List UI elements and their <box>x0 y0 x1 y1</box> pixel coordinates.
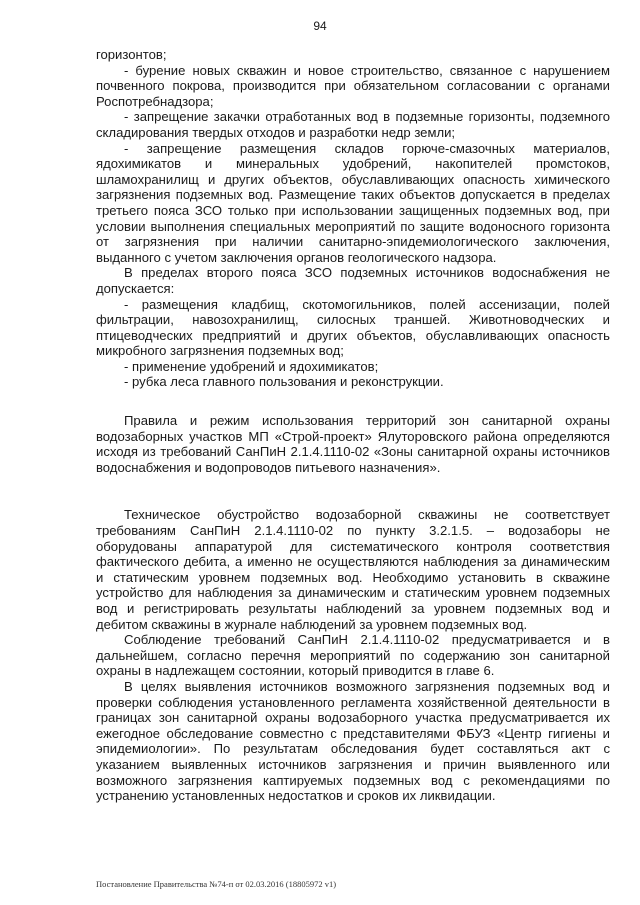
paragraph: Правила и режим использования территорий зон санитарной охраны водозаборных участков МП «Строй-проект» Ялуторовского района определяются исходя из требований СанПиН 2.1.4.1110-02 «Зоны санитарной охраны источников водоснабжения и водопроводов питьевого назначения». <box>96 413 610 475</box>
list-item: - бурение новых скважин и новое строительство, связанное с нарушением почвенного покрова, производится при обязательном согласовании с органами Роспотребнадзора; <box>96 62 610 109</box>
paragraph: горизонтов; <box>96 47 167 62</box>
list-item: - рубка леса главного пользования и реконструкции. <box>124 374 444 390</box>
footer-note: Постановление Правительства №74-п от 02.03.2016 (18805972 v1) <box>96 879 337 889</box>
list-item: - размещения кладбищ, скотомогильников, полей ассенизации, полей фильтрации, навозохранилищ, силосных траншей. Животноводческих и птицеводческих предприятий и других объектов, обуславливающих опасность микробного загрязнения подземных вод; <box>96 296 610 359</box>
paragraph: Соблюдение требований СанПиН 2.1.4.1110-02 предусматривается и в дальнейшем, согласно перечня мероприятий по содержанию зон санитарной охраны в надлежащем состоянии, который приводится в главе 6. <box>96 632 610 679</box>
paragraph: В пределах второго пояса ЗСО подземных источников водоснабжения не допускается: <box>96 265 610 296</box>
list-item: - запрещение закачки отработанных вод в подземные горизонты, подземного складирования твердых отходов и разработки недр земли; <box>96 109 610 140</box>
paragraph: Техническое обустройство водозаборной скважины не соответствует требованиям СанПиН 2.1.4.1110-02 по пункту 3.2.1.5. – водозаборы не оборудованы аппаратурой для систематического контроля соответствия фактического дебита, а именно не осуществляются наблюдения за динамическим и статическим уровнем подземных вод. Необходимо установить в скважине устройство для наблюдения за динамическим и статическим уровнем подземных вод и регистрировать результаты наблюдений за уровнем подземных вод и дебитом скважины в журнале наблюдений за уровнем подземных вод. <box>96 507 610 632</box>
list-item: - запрещение размещения складов горюче-смазочных материалов, ядохимикатов и минеральных удобрений, накопителей промстоков, шламохранилищ и других объектов, обуславливающих опасность химического загрязнения подземных вод. Размещение таких объектов допускается в пределах третьего пояса ЗСО только при использовании защищенных подземных вод, при условии выполнения специальных мероприятий по защите водоносного горизонта от загрязнения при наличии санитарно-эпидемиологического заключения, выданного с учетом заключения органов геологического надзора. <box>96 140 610 265</box>
document-body <box>96 47 610 804</box>
list-item: - применение удобрений и ядохимикатов; <box>124 358 379 374</box>
page-number: 94 <box>313 19 327 33</box>
paragraph: В целях выявления источников возможного загрязнения подземных вод и проверки соблюдения установленного регламента хозяйственной деятельности в границах зон санитарной охраны водозаборного участка предусматривается их ежегодное обследование совместно с представителями ФБУЗ «Центр гигиены и эпидемиологии». По результатам обследования будет составляться акт с указанием выявленных источников загрязнения и причин выявленного или возможного загрязнения каптируемых подземных вод с рекомендациями по устранению установленных недостатков и сроков их ликвидации. <box>96 678 610 804</box>
